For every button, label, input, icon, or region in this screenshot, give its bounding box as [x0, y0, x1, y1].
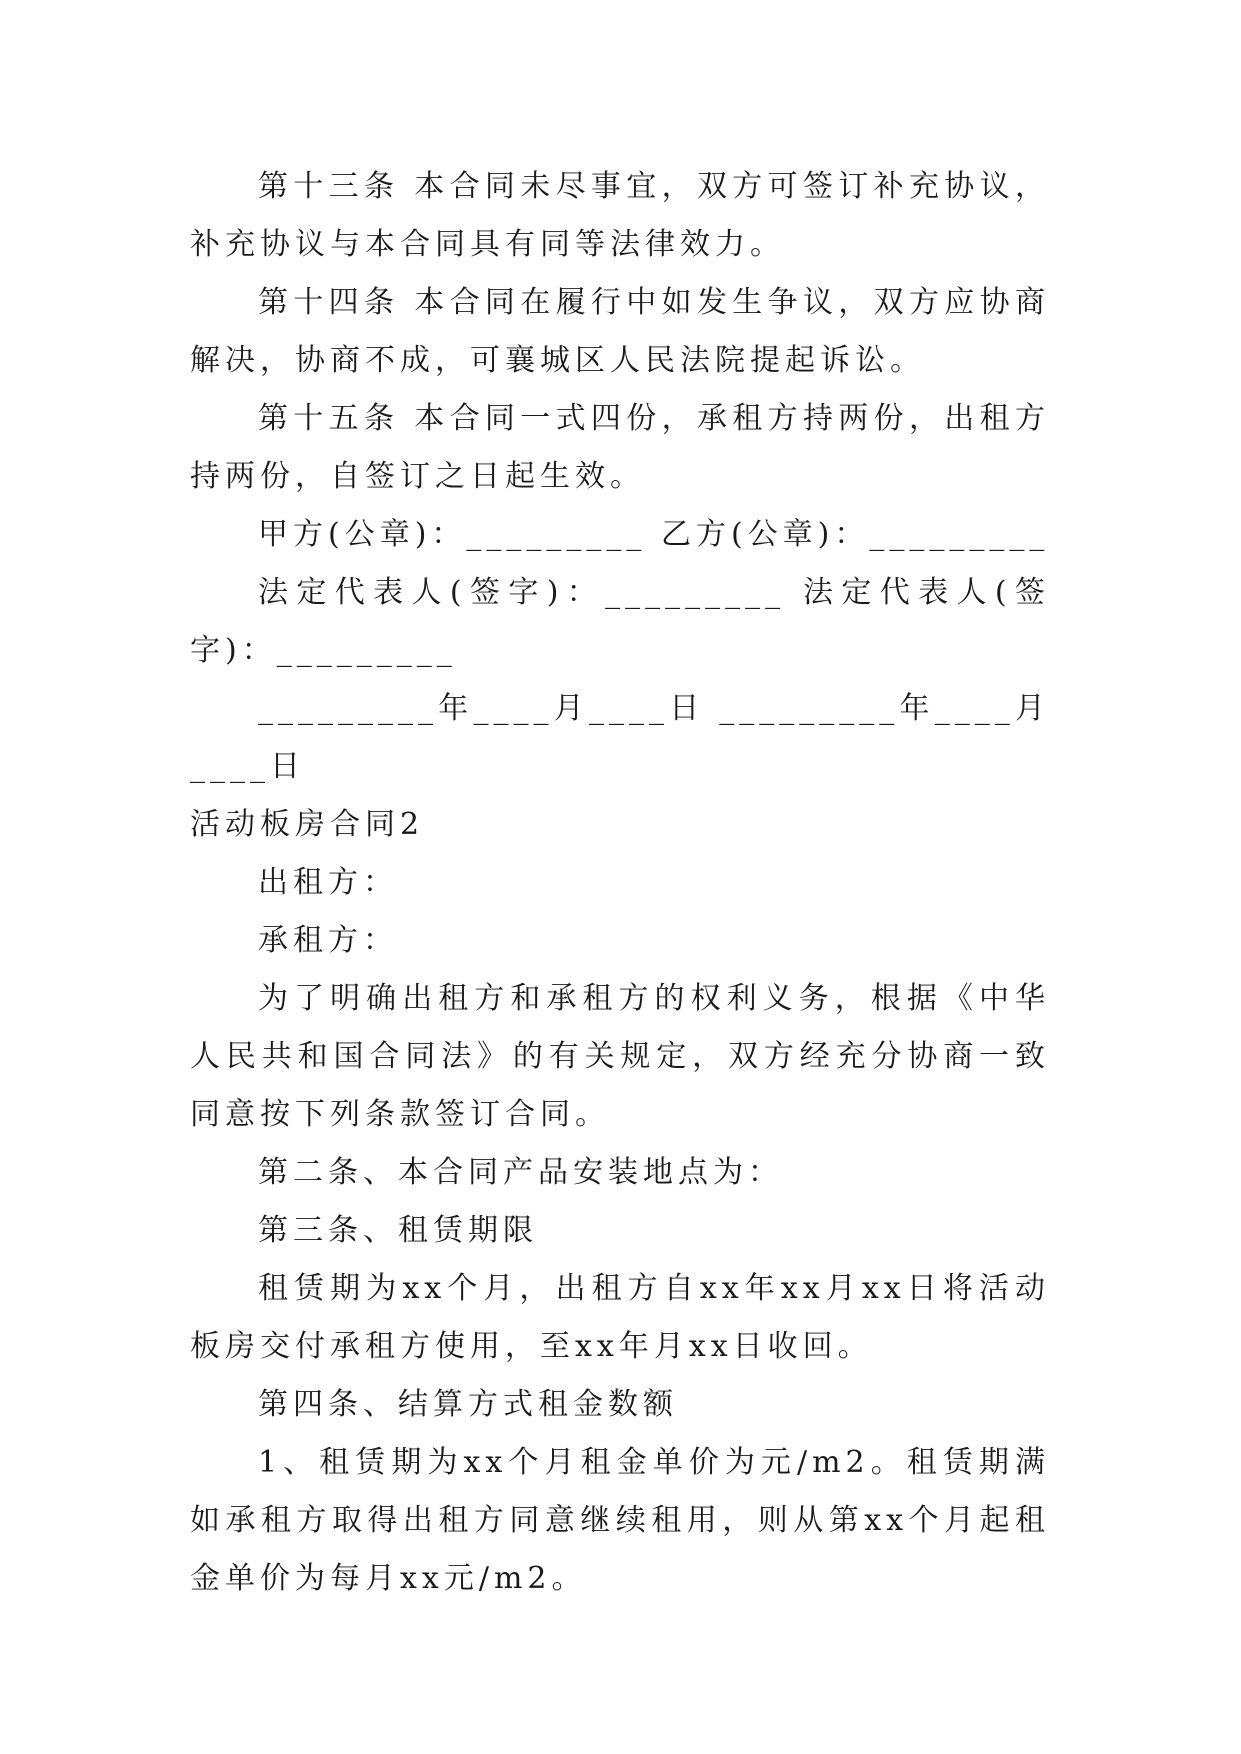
- clause-14-paragraph: 第十四条 本合同在履行中如发生争议，双方应协商解决，协商不成，可襄城区人民法院提起诉讼。: [190, 285, 1050, 378]
- clause-3-heading: 第三条、租赁期限: [258, 1213, 538, 1248]
- document-page: [190, 158, 1050, 1608]
- lease-term-paragraph: 租赁期为xx个月，出租方自xx年xx月xx日将活动板房交付承租方使用，至xx年月xx日收回。: [190, 1271, 1050, 1364]
- party-seal-line: 甲方(公章)：_________ 乙方(公章)：_________: [258, 517, 1050, 552]
- lessor-line: 出租方：: [258, 865, 398, 900]
- preamble-paragraph: 为了明确出租方和承租方的权利义务，根据《中华人民共和国合同法》的有关规定，双方经充分协商一致同意按下列条款签订合同。: [190, 981, 1050, 1132]
- clause-2-heading: 第二条、本合同产品安装地点为：: [258, 1155, 783, 1190]
- rent-price-paragraph: 1、租赁期为xx个月租金单价为元/m2。租赁期满如承租方取得出租方同意继续租用，则从第xx个月起租金单价为每月xx元/m2。: [190, 1445, 1050, 1596]
- lessee-line: 承租方：: [258, 923, 398, 958]
- legal-representative-line: 法定代表人(签字)：_________ 法定代表人(签字)：_________: [190, 575, 1050, 668]
- clause-13-paragraph: 第十三条 本合同未尽事宜，双方可签订补充协议，补充协议与本合同具有同等法律效力。: [190, 169, 1050, 262]
- clause-15-paragraph: 第十五条 本合同一式四份，承租方持两份，出租方持两份，自签订之日起生效。: [190, 401, 1050, 494]
- date-line: _________年____月____日 _________年____月____日: [190, 691, 1050, 784]
- contract-2-title: 活动板房合同2: [190, 807, 425, 842]
- clause-4-heading: 第四条、结算方式租金数额: [258, 1387, 678, 1422]
